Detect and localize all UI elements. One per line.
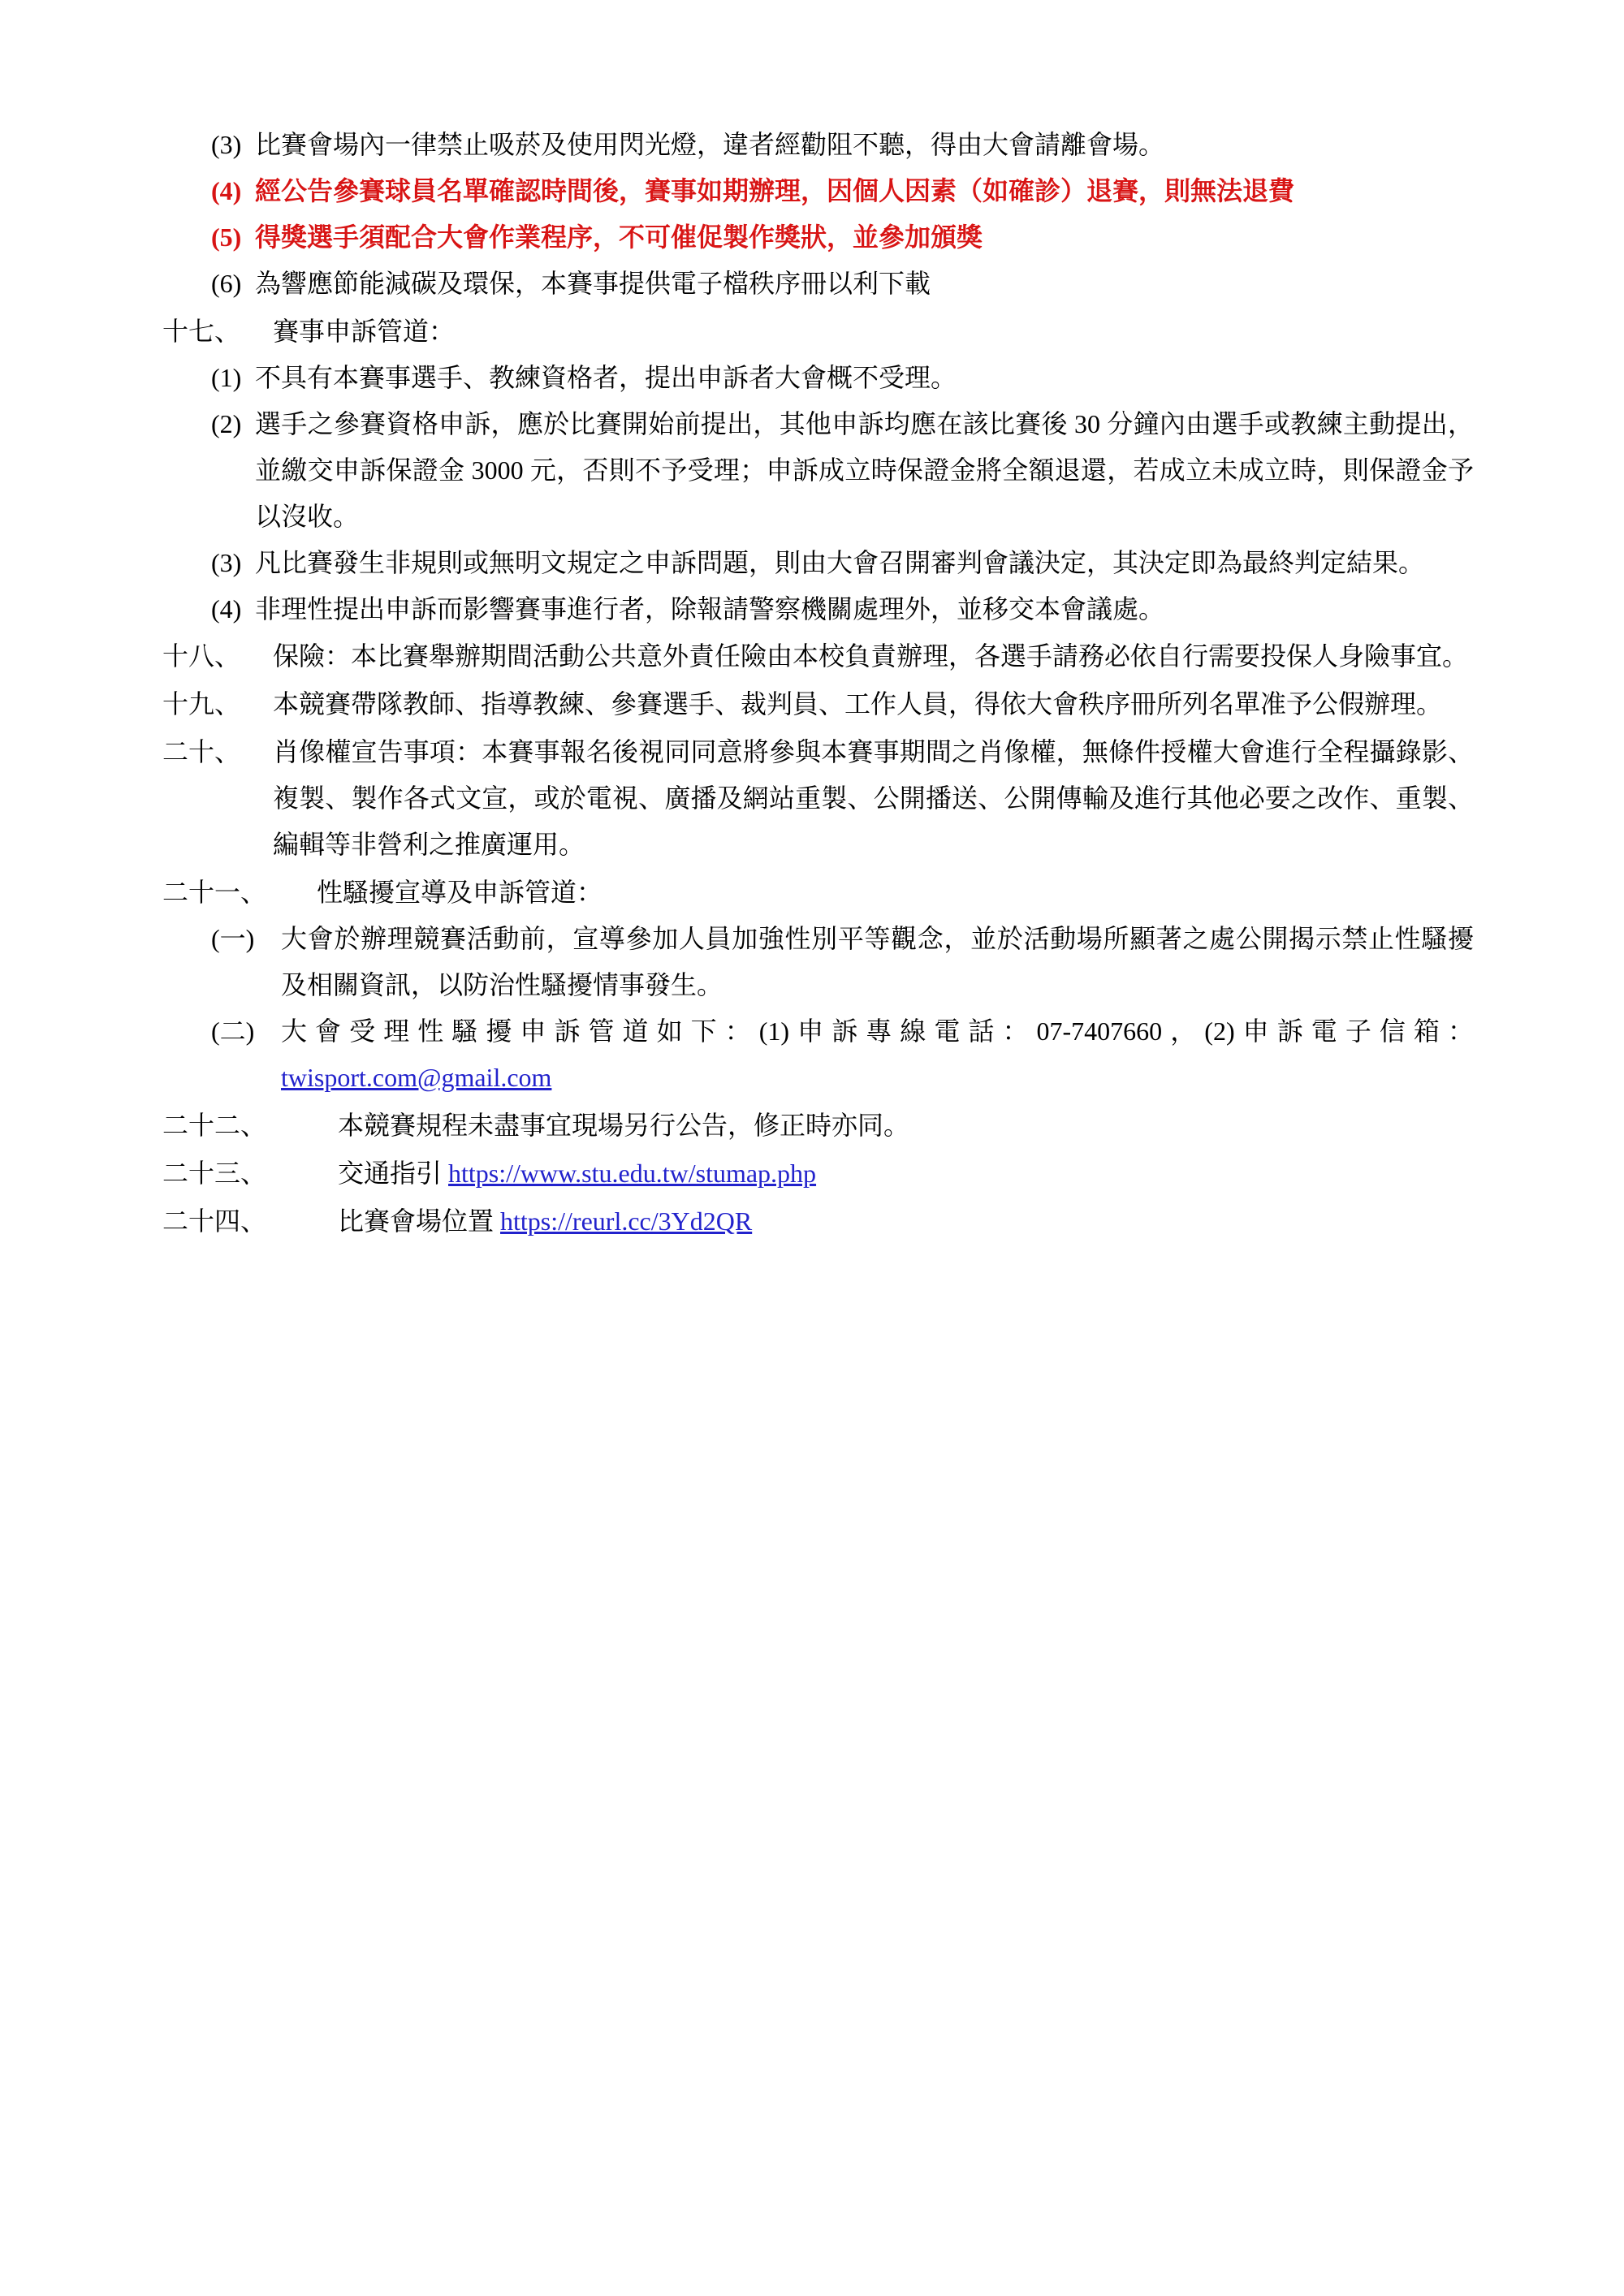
venue-location-link[interactable]: https://reurl.cc/3Yd2QR — [500, 1206, 753, 1236]
list-text: 得獎選手須配合大會作業程序，不可催促製作獎狀，並參加頒獎 — [255, 222, 983, 252]
list-item — [162, 122, 1474, 168]
section-item — [162, 870, 1474, 916]
list-text: 經公告參賽球員名單確認時間後，賽事如期辦理，因個人因素（如確診）退賽，則無法退費 — [255, 175, 1295, 205]
list-item — [162, 401, 1474, 540]
section-item — [162, 309, 1474, 355]
list-marker: (4) — [211, 593, 242, 624]
list-item — [162, 540, 1474, 586]
section-item — [162, 633, 1474, 680]
document-body — [162, 122, 1474, 1245]
section-text: 肖像權宣告事項：本賽事報名後視同同意將參與本賽事期間之肖像權，無條件授權大會進行全程攝錄影、複製、製作各式文宣，或於電視、廣播及網站重製、公開播送、公開傳輸及進行其他必要之改作、重製、編輯等非營利之推廣運用。 — [273, 737, 1474, 860]
section-item — [162, 1150, 1474, 1197]
section-text — [317, 1198, 1474, 1245]
stumap-link[interactable]: https://www.stu.edu.tw/stumap.php — [448, 1158, 817, 1188]
list-marker: (3) — [211, 547, 242, 577]
list-text: 選手之參賽資格申訴，應於比賽開始前提出，其他申訴均應在該比賽後 30 分鐘內由選手或教練主動提出，並繳交申訴保證金 3000 元，否則不予受理；申訴成立時保證金將全額退還，若成立未成立時，則保證金予以沒收。 — [255, 408, 1474, 531]
section-marker: 二十二、 — [162, 1111, 267, 1141]
list-item-highlight — [162, 214, 1474, 261]
section-text: 保險：本比賽舉辦期間活動公共意外責任險由本校負責辦理，各選手請務必依自行需要投保人身險事宜。 — [273, 641, 1469, 671]
list-text: 比賽會場內一律禁止吸菸及使用閃光燈，違者經勸阻不聽，得由大會請離會場。 — [255, 130, 1165, 159]
section-text-inner: 本競賽規程未盡事宜現場另行公告，修正時亦同。 — [338, 1111, 910, 1141]
section-item — [162, 1103, 1474, 1149]
section-item — [162, 681, 1474, 727]
list-marker: (一) — [211, 924, 255, 954]
section-marker: 二十四、 — [162, 1206, 267, 1236]
section-text-prefix: 比賽會場位置 — [338, 1206, 501, 1236]
list-item — [162, 586, 1474, 632]
list-text: 凡比賽發生非規則或無明文規定之申訴問題，則由大會召開審判會議決定，其決定即為最終判定結果。 — [255, 547, 1425, 577]
section-text-prefix: 交通指引 — [338, 1158, 449, 1188]
list-marker: (二) — [211, 1016, 255, 1047]
section-marker: 二十、 — [162, 737, 241, 767]
list-marker: (2) — [211, 408, 242, 438]
list-marker: (5) — [211, 222, 242, 252]
list-text-prefix: 大會受理性騷擾申訴管道如下：(1)申訴專線電話：07-7407660，(2)申訴電子信箱： — [281, 1016, 1474, 1047]
list-text — [281, 1008, 1474, 1101]
section-text — [317, 1150, 1474, 1197]
list-item-highlight — [162, 168, 1474, 214]
section-text — [317, 1103, 1474, 1149]
list-text: 為響應節能減碳及環保，本賽事提供電子檔秩序冊以利下載 — [255, 268, 931, 298]
list-item — [162, 261, 1474, 307]
list-item — [162, 1008, 1474, 1101]
list-text: 非理性提出申訴而影響賽事進行者，除報請警察機關處理外，並移交本會議處。 — [255, 593, 1165, 624]
section-marker: 二十一、 — [162, 878, 267, 908]
list-marker: (6) — [211, 268, 242, 298]
section-text: 賽事申訴管道： — [273, 316, 456, 346]
section-marker: 十九、 — [162, 689, 241, 719]
section-marker: 十八、 — [162, 641, 241, 671]
list-item — [162, 355, 1474, 401]
list-marker: (4) — [211, 175, 242, 205]
list-text: 大會於辦理競賽活動前，宣導參加人員加強性別平等觀念，並於活動場所顯著之處公開揭示禁止性騷擾及相關資訊，以防治性騷擾情事發生。 — [281, 924, 1474, 1000]
section-item — [162, 729, 1474, 868]
section-item — [162, 1198, 1474, 1245]
section-marker: 十七、 — [162, 316, 241, 346]
section-text: 本競賽帶隊教師、指導教練、參賽選手、裁判員、工作人員，得依大會秩序冊所列名單准予公假辦理。 — [273, 689, 1443, 719]
section-text: 性騷擾宣導及申訴管道： — [317, 878, 603, 908]
email-link[interactable]: twisport.com@gmail.com — [281, 1063, 552, 1093]
list-marker: (1) — [211, 362, 242, 392]
list-text: 不具有本賽事選手、教練資格者，提出申訴者大會概不受理。 — [255, 362, 957, 392]
list-marker: (3) — [211, 130, 242, 159]
section-marker: 二十三、 — [162, 1158, 267, 1188]
list-item — [162, 916, 1474, 1008]
